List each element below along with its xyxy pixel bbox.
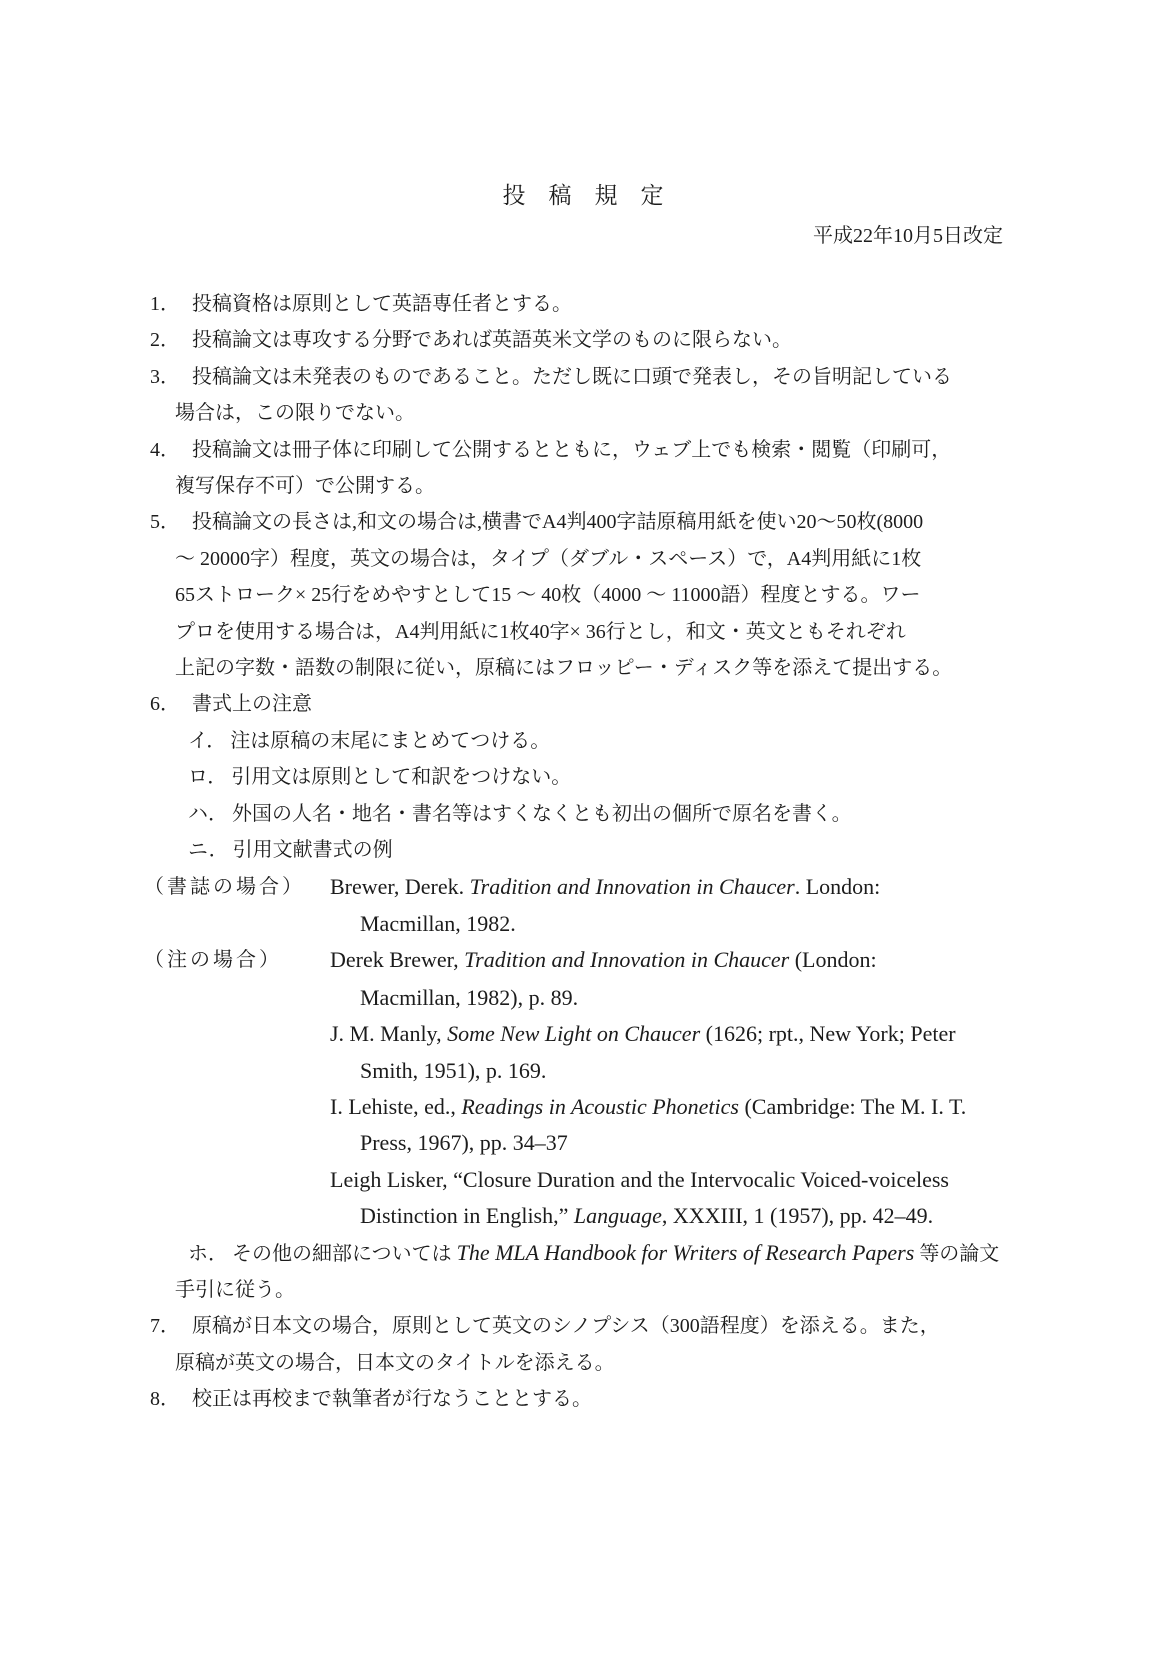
sub-ro-text: 引用文は原則として和訳をつけない。 [231, 766, 572, 789]
document-content [144, 178, 1016, 1418]
sub-ni-marker: ニ． [188, 839, 229, 862]
rules-list [144, 286, 1016, 1418]
citation-3-title: Some New Light on Chaucer [447, 1021, 701, 1047]
sub-ro-marker: ロ． [188, 766, 228, 789]
rule-5-continuation-3: プロを使用する場合は，A4判用紙に1枚40字× 36行とし，和文・英文ともそれぞれ [175, 620, 906, 643]
rule-1-text: 投稿資格は原則として英語専任者とする。 [192, 293, 572, 315]
citation-3-line-1 [330, 1016, 1016, 1052]
citation-3-publisher: (1626; rpt., New York; Peter [700, 1021, 956, 1047]
citation-1-line-1 [330, 869, 880, 905]
rule-4-continuation: 複写保存不可）で公開する。 [175, 475, 435, 498]
biblio-example-line-1 [144, 869, 1016, 906]
rule-2-text: 投稿論文は専攻する分野であれば英語英米文学のものに限らない。 [192, 329, 792, 352]
sub-i-marker: イ． [188, 729, 227, 752]
rule-7-text-line1: 原稿が日本文の場合，原則として英文のシノプシス（300語程度）を添える。また， [192, 1315, 940, 1338]
rule-5-continuation-1: ～ 20000字）程度，英文の場合は，タイプ（ダブル・スペース）で，A4判用紙に1枚 [175, 547, 922, 570]
citation-5-line-1: Leigh Lisker, “Closure Duration and the Intervocalic Voiced-voiceless [330, 1166, 949, 1192]
rule-5-continuation-4: 上記の字数・語数の制限に従い，原稿にはフロッピー・ディスク等を添えて提出する。 [175, 657, 953, 680]
rule-6-sub-ni [188, 832, 1016, 868]
citation-1-publisher: . London: [794, 873, 881, 899]
rule-7 [150, 1308, 1016, 1344]
rule-6-text: 書式上の注意 [192, 693, 312, 716]
citation-5-text: Distinction in English,” [360, 1203, 574, 1229]
rule-2 [150, 322, 1016, 358]
rule-4-text-line1: 投稿論文は冊子体に印刷して公開するとともに，ウェブ上でも検索・閲覧（印刷可， [192, 438, 952, 461]
citation-3-line-2: Smith, 1951), p. 169. [360, 1057, 547, 1083]
sub-ho-text-post: 等の論文 [914, 1242, 1000, 1265]
rule-8-number: 8． [150, 1388, 180, 1411]
rule-1-number: 1． [150, 293, 180, 315]
rule-8 [150, 1381, 1016, 1417]
rule-8-text: 校正は再校まで執筆者が行なうこととする。 [192, 1388, 592, 1411]
rule-6-sub-i [188, 723, 1016, 759]
sub-ho-marker: ホ． [188, 1242, 228, 1265]
rule-6-number: 6． [150, 693, 180, 716]
citation-4-line-1 [330, 1089, 1016, 1125]
rule-6-sub-ha [188, 796, 1016, 832]
rule-1 [150, 286, 1016, 322]
rule-3-number: 3． [150, 365, 180, 388]
citation-2-author: Derek Brewer, [330, 947, 465, 973]
citation-3-author: J. M. Manly, [330, 1021, 448, 1047]
citation-4-publisher: (Cambridge: The M. I. T. [738, 1093, 967, 1119]
revision-date: 平成22年10月5日改定 [813, 225, 1003, 247]
citation-1-author: Brewer, Derek. [330, 873, 470, 899]
note-example-line-1 [144, 942, 1016, 979]
biblio-label: （書誌の場合） [144, 875, 305, 898]
citation-2-publisher: (London: [789, 947, 877, 973]
sub-i-text: 注は原稿の末尾にまとめてつける。 [230, 729, 551, 752]
citation-4-title: Readings in Acoustic Phonetics [461, 1093, 739, 1119]
sub-ho-text-pre: その他の細部については [232, 1242, 457, 1265]
rule-3 [150, 359, 1016, 395]
rule-3-continuation: 場合は，この限りでない。 [175, 402, 415, 425]
citation-1-title: Tradition and Innovation in Chaucer [469, 873, 795, 899]
sub-ha-text: 外国の人名・地名・書名等はすくなくとも初出の個所で原名を書く。 [232, 802, 852, 825]
rule-3-text-line1: 投稿論文は未発表のものであること。ただし既に口頭で発表し，その旨明記している [192, 365, 952, 388]
sub-ho-handbook-title: The MLA Handbook for Writers of Research Papers [456, 1239, 915, 1265]
rule-4 [150, 432, 1016, 468]
rule-4-number: 4． [150, 438, 180, 461]
citation-4-line-2: Press, 1967), pp. 34–37 [360, 1130, 568, 1156]
document-title: 投 稿 規 定 [502, 183, 664, 208]
rule-5-continuation-2: 65ストローク× 25行をめやすとして15 ～ 40枚（4000 ～ 11000語）程度とする。ワー [175, 584, 921, 607]
citation-5-line-2 [360, 1198, 1016, 1234]
citation-1-line-2: Macmillan, 1982. [360, 910, 516, 936]
note-label: （注の場合） [144, 949, 282, 972]
sub-ni-text: 引用文献書式の例 [232, 839, 393, 862]
citation-2-title: Tradition and Innovation in Chaucer [464, 947, 790, 973]
rule-2-number: 2． [150, 329, 180, 352]
sub-ha-marker: ハ． [188, 802, 228, 825]
citation-5-pages: , XXXIII, 1 (1957), pp. 42–49. [661, 1203, 934, 1229]
rule-6-sub-ho-continuation: 手引に従う。 [175, 1278, 295, 1301]
citation-5-journal: Language [573, 1203, 662, 1229]
rule-6 [150, 686, 1016, 722]
rule-5-text-line1: 投稿論文の長さは,和文の場合は,横書でA4判400字詰原稿用紙を使い20～50枚(8000 [192, 511, 924, 534]
citation-2-line-2: Macmillan, 1982), p. 89. [360, 984, 579, 1010]
rule-7-number: 7． [150, 1315, 180, 1338]
citation-2-line-1 [330, 942, 877, 978]
rule-5 [150, 504, 1016, 540]
rule-6-sub-ro [188, 759, 1016, 795]
rule-5-number: 5． [150, 511, 180, 534]
rule-7-continuation: 原稿が英文の場合，日本文のタイトルを添える。 [175, 1351, 615, 1374]
rule-6-sub-ho [188, 1235, 1016, 1272]
citation-4-author: I. Lehiste, ed., [330, 1093, 462, 1119]
